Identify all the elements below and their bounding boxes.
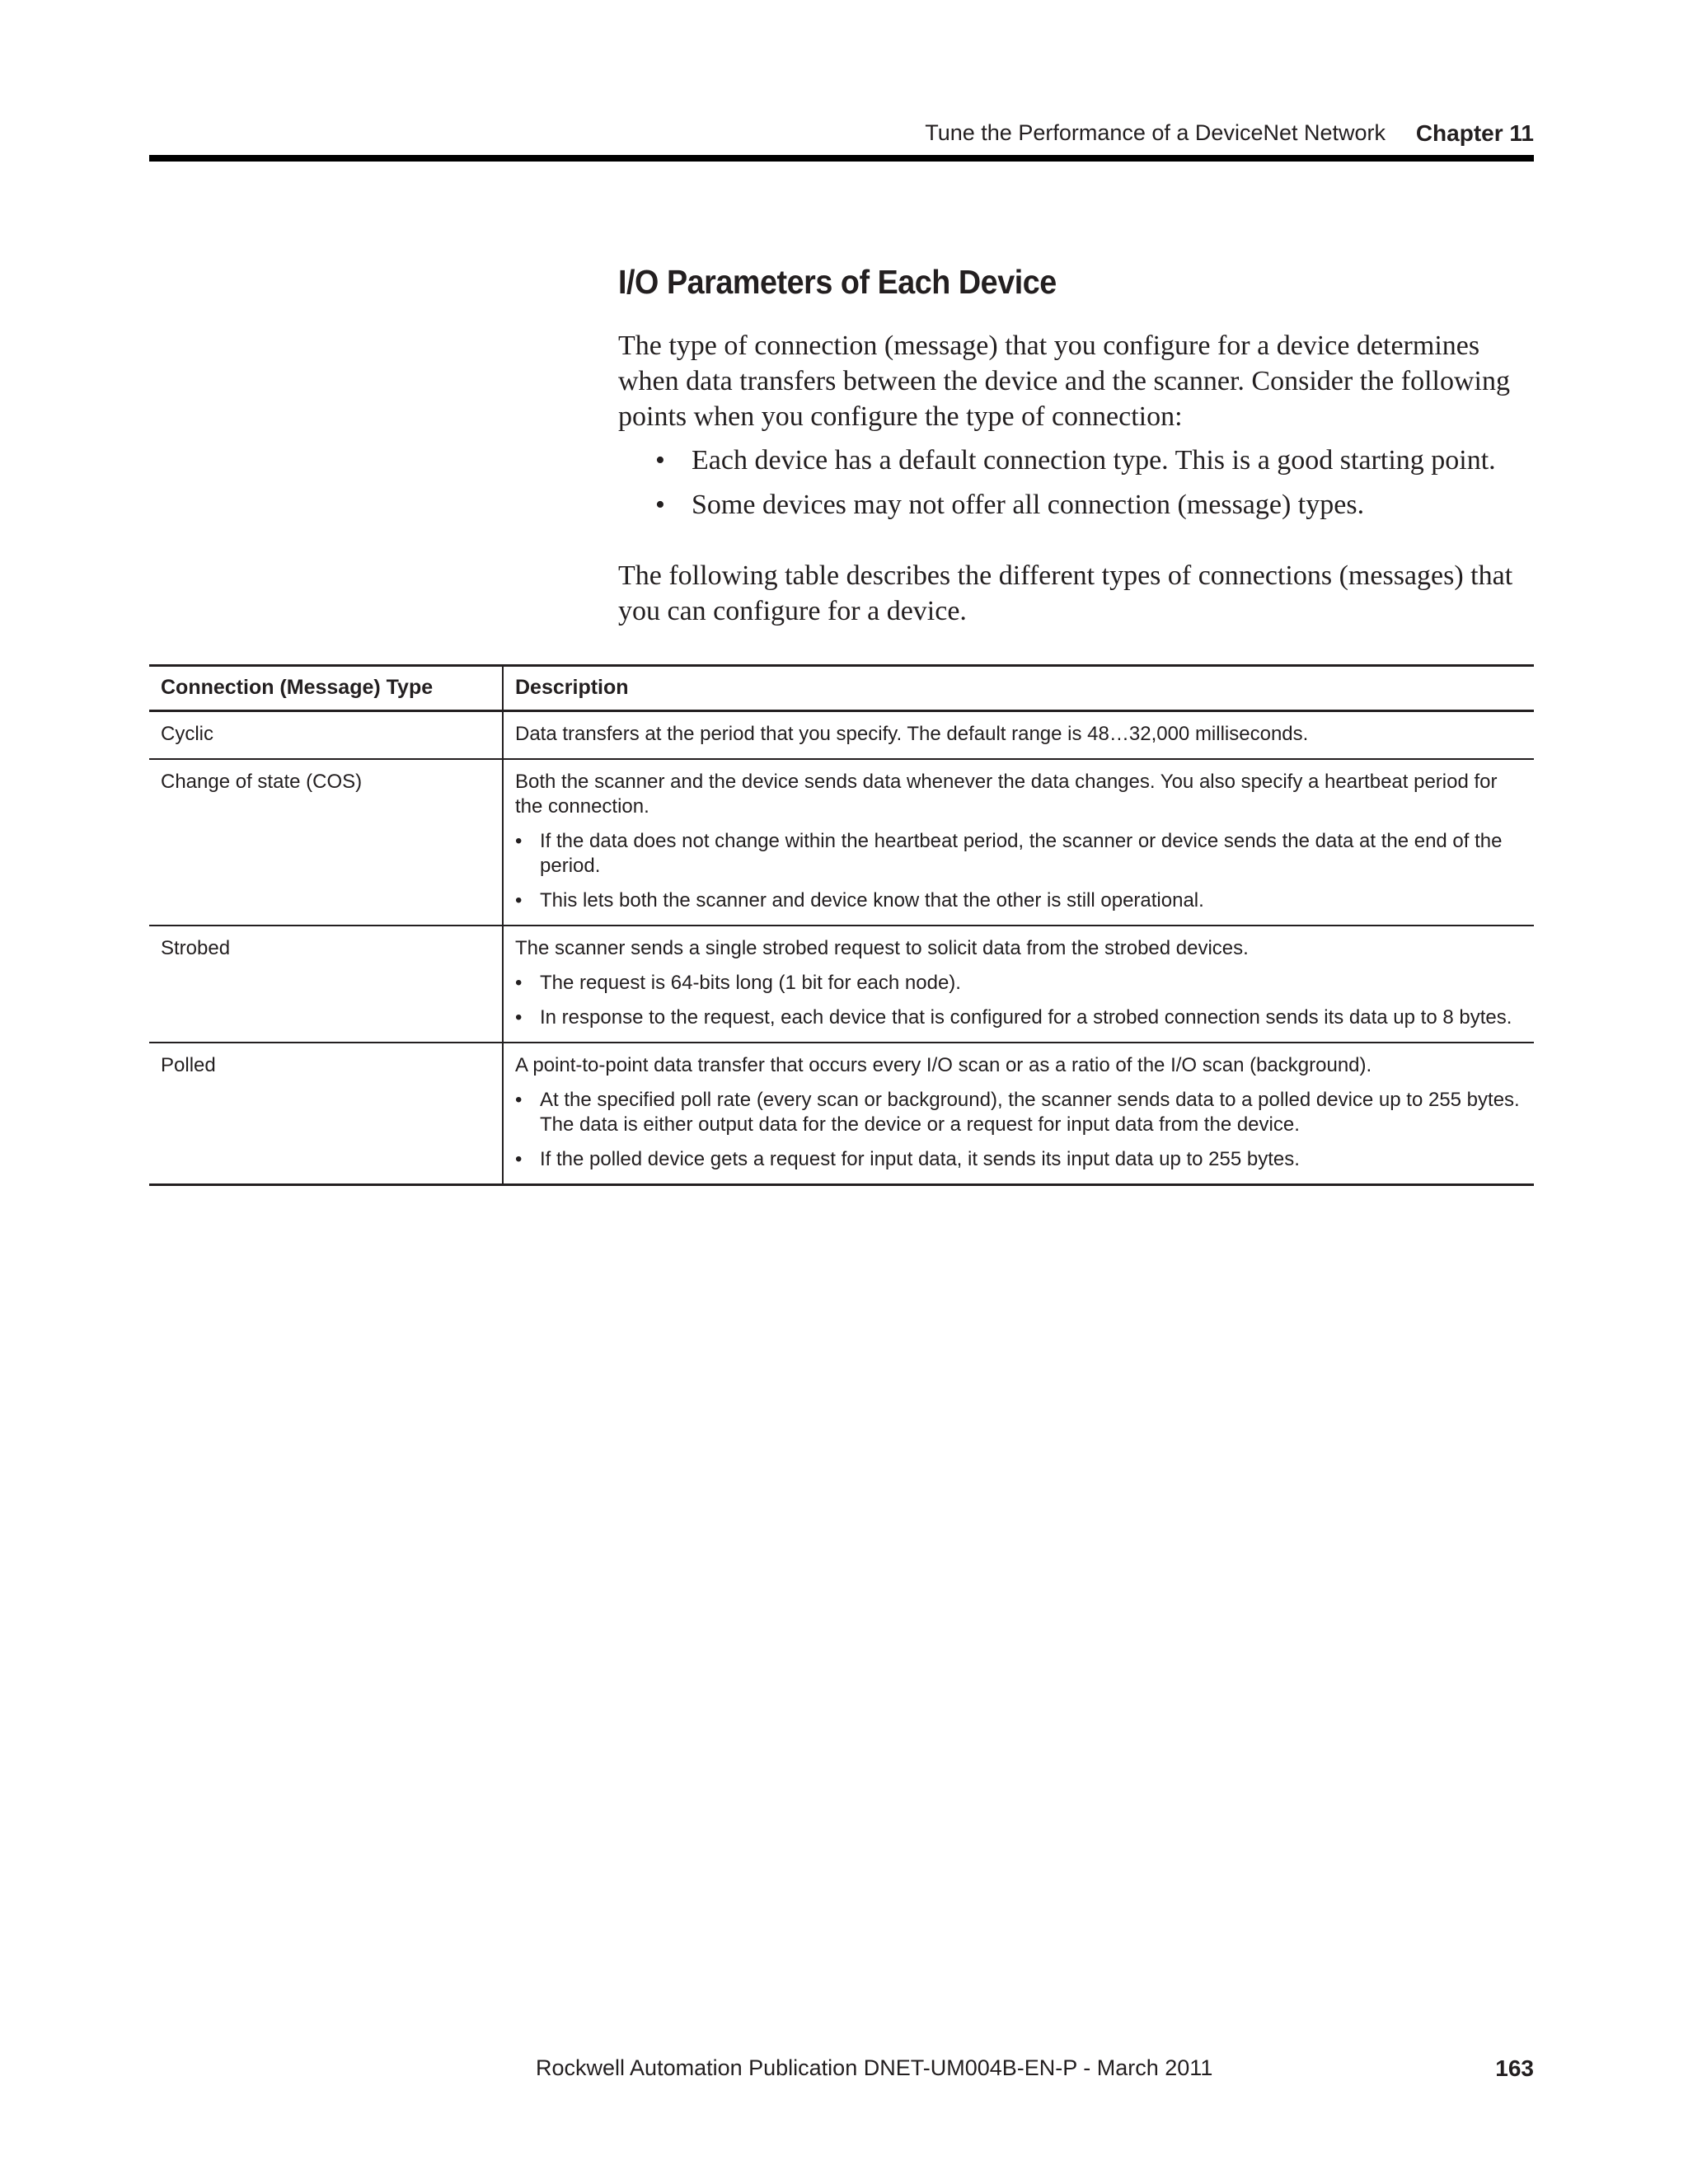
description-text: A point-to-point data transfer that occurs every I/O scan or as a ratio of the I/O scan (background).: [515, 1054, 1372, 1076]
list-item-text: If the polled device gets a request for input data, it sends its input data up to 255 bytes.: [540, 1148, 1300, 1170]
page-title: I/O Parameters of Each Device: [618, 263, 1057, 302]
list-item: [515, 971, 1522, 996]
header-chapter-label: Chapter 11: [1415, 120, 1534, 146]
connection-types-table: [149, 664, 1534, 1186]
table-header-row: [149, 666, 1534, 711]
bullet-icon: •: [515, 1148, 523, 1170]
intro-paragraph: The type of connection (message) that you configure for a device determines when data transfers between the device and the scanner. Consider the following points when you configure the type of connection:: [618, 330, 1510, 432]
connection-type-cell: Cyclic: [149, 711, 503, 760]
list-item: [515, 888, 1522, 913]
list-item: [515, 1088, 1522, 1137]
footer-publication: Rockwell Automation Publication DNET-UM004B-EN-P - March 2011: [536, 2055, 1213, 2080]
description-cell: [503, 711, 1534, 760]
running-header: [149, 114, 1534, 153]
bullet-icon: •: [515, 830, 523, 852]
header-rule: [149, 155, 1534, 162]
description-cell: [503, 926, 1534, 1043]
connection-type-cell: Change of state (COS): [149, 759, 503, 926]
table-row: [149, 759, 1534, 926]
list-item: [515, 829, 1522, 879]
list-item: [515, 1147, 1522, 1172]
header-section-title: Tune the Performance of a DeviceNet Network: [925, 120, 1386, 145]
connection-type-cell: Strobed: [149, 926, 503, 1043]
column-header-description: Description: [503, 666, 1534, 711]
description-cell: [503, 759, 1534, 926]
description-text: Both the scanner and the device sends data whenever the data changes. You also specify a heartbeat period for the connection.: [515, 771, 1498, 818]
bullet-icon: •: [515, 889, 523, 912]
list-item: [655, 487, 1545, 523]
list-item-text: Each device has a default connection type. This is a good starting point.: [692, 445, 1496, 476]
list-item: [655, 443, 1545, 478]
table-row: [149, 711, 1534, 760]
consideration-list: [655, 443, 1545, 532]
bullet-icon: •: [515, 1006, 523, 1029]
page-number: 163: [1495, 2055, 1534, 2081]
list-item-text: At the specified poll rate (every scan or background), the scanner sends data to a polled device up to 255 bytes. The data is either output data for the device or a request for input data from the device.: [540, 1089, 1520, 1136]
bullet-icon: •: [655, 490, 665, 520]
table-row: [149, 926, 1534, 1043]
description-text: Data transfers at the period that you specify. The default range is 48…32,000 milliseconds.: [515, 723, 1309, 745]
table-intro-paragraph: The following table describes the different types of connections (messages) that you can configure for a device.: [618, 560, 1513, 626]
list-item-text: If the data does not change within the heartbeat period, the scanner or device sends the data at the end of the period.: [540, 830, 1503, 877]
list-item: [515, 1005, 1522, 1030]
description-bullets: [515, 829, 1522, 913]
table-row: [149, 1043, 1534, 1185]
bullet-icon: •: [655, 445, 665, 476]
bullet-icon: •: [515, 972, 523, 994]
list-item-text: Some devices may not offer all connection (message) types.: [692, 490, 1365, 520]
column-header-type: Connection (Message) Type: [149, 666, 503, 711]
list-item-text: In response to the request, each device that is configured for a strobed connection sends its data up to 8 bytes.: [540, 1006, 1512, 1029]
description-bullets: [515, 971, 1522, 1030]
list-item-text: This lets both the scanner and device know that the other is still operational.: [540, 889, 1204, 912]
connection-type-cell: Polled: [149, 1043, 503, 1185]
description-text: The scanner sends a single strobed request to solicit data from the strobed devices.: [515, 937, 1249, 959]
bullet-icon: •: [515, 1089, 523, 1111]
description-bullets: [515, 1088, 1522, 1172]
description-cell: [503, 1043, 1534, 1185]
list-item-text: The request is 64-bits long (1 bit for each node).: [540, 972, 961, 994]
